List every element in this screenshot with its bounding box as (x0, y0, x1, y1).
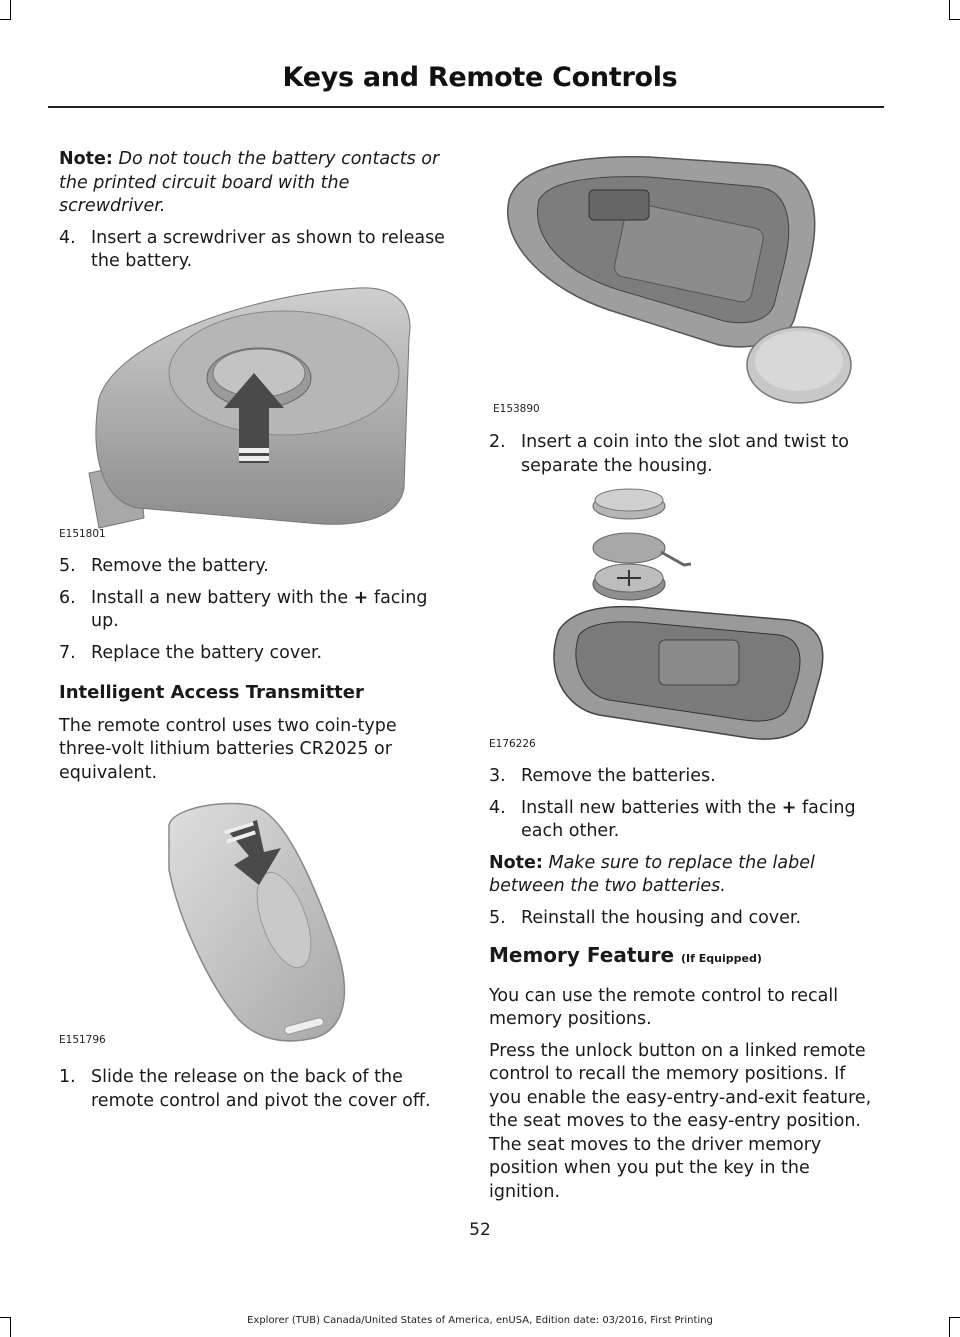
step-text: Replace the battery cover. (91, 642, 323, 663)
step-number: 4. (489, 797, 506, 818)
note-label: Note: (59, 149, 113, 169)
figure-separated-housing (489, 145, 881, 417)
crop-mark (949, 19, 960, 20)
step-text: Insert a screwdriver as shown to release the battery. (91, 227, 445, 271)
step-text: Insert a coin into the slot and twist to separate the housing. (521, 432, 849, 476)
plus-symbol: + (353, 587, 369, 608)
step-text: facing each other. (521, 797, 856, 841)
step-text: facing up. (91, 587, 428, 631)
figure-batteries-exploded (489, 480, 881, 752)
step-text: Install new batteries with the (521, 797, 782, 818)
step-number: 3. (489, 766, 506, 786)
section-heading: Intelligent Access Transmitter (59, 682, 364, 703)
step-item (489, 765, 881, 789)
heading-text: Memory Feature (489, 943, 675, 967)
step-item (59, 1066, 451, 1113)
note-paragraph (59, 148, 451, 219)
step-item (59, 555, 451, 579)
figure-id: E176226 (489, 738, 536, 750)
step-text: Remove the battery. (91, 556, 269, 576)
body-paragraph: The remote control uses two coin-type three-volt lithium batteries CR2025 or equivalent. (59, 715, 397, 783)
step-number: 1. (59, 1067, 76, 1087)
opened-housing-illustration (489, 145, 881, 417)
page-title: Keys and Remote Controls (282, 62, 678, 93)
right-column-step2 (489, 431, 881, 486)
page-number: 52 (469, 1220, 491, 1240)
figure-id: E151801 (59, 528, 106, 540)
batteries-exploded-illustration (489, 480, 881, 752)
step-text: Remove the batteries. (521, 766, 716, 786)
step-item (59, 587, 451, 634)
section-heading (489, 944, 881, 971)
body-paragraph: You can use the remote control to recall memory positions. (489, 985, 839, 1029)
footer-text: Explorer (TUB) Canada/United States of America, enUSA, Edition date: 03/2016, First Printing (247, 1315, 713, 1326)
plus-symbol: + (781, 797, 797, 818)
step-text: Install a new battery with the (91, 587, 354, 608)
note-paragraph (489, 852, 881, 899)
crop-mark (0, 19, 11, 20)
figure-id: E153890 (493, 403, 540, 415)
note-text: Make sure to replace the label between the two batteries. (489, 852, 815, 896)
figure-id: E151796 (59, 1034, 106, 1046)
left-column (59, 148, 451, 282)
step-number: 6. (59, 587, 76, 608)
figure-screwdriver-release (59, 278, 451, 540)
figure-remote-cover (59, 790, 451, 1052)
step-number: 4. (59, 227, 76, 248)
note-text: Do not touch the battery contacts or the printed circuit board with the screwdriver. (59, 149, 440, 216)
step-number: 5. (59, 556, 76, 576)
step-item (59, 642, 451, 666)
step-item (489, 797, 881, 844)
left-column-bottom (59, 1066, 451, 1121)
step-item (59, 227, 451, 274)
note-label: Note: (489, 852, 543, 873)
crop-mark (10, 0, 11, 20)
step-text: Slide the release on the back of the remote control and pivot the cover off. (91, 1067, 431, 1111)
crop-mark (949, 0, 950, 20)
step-number: 2. (489, 432, 506, 452)
header-rule (48, 106, 884, 108)
left-column-lower (59, 555, 451, 793)
heading-qualifier: (If Equipped) (681, 952, 762, 965)
step-number: 7. (59, 642, 76, 663)
remote-control-illustration (59, 790, 451, 1052)
step-item (489, 907, 881, 931)
right-column-lower (489, 765, 881, 1212)
step-item (489, 431, 881, 478)
step-text: Reinstall the housing and cover. (521, 907, 802, 928)
body-paragraph: Press the unlock button on a linked remote control to recall the memory positions. If you enable the easy-entry-and-exit feature, the seat moves to the easy-entry position. The seat moves to the driver memory position when you put the key in the ignition. (489, 1040, 872, 1202)
step-number: 5. (489, 907, 506, 928)
key-fob-battery-illustration (59, 278, 451, 540)
